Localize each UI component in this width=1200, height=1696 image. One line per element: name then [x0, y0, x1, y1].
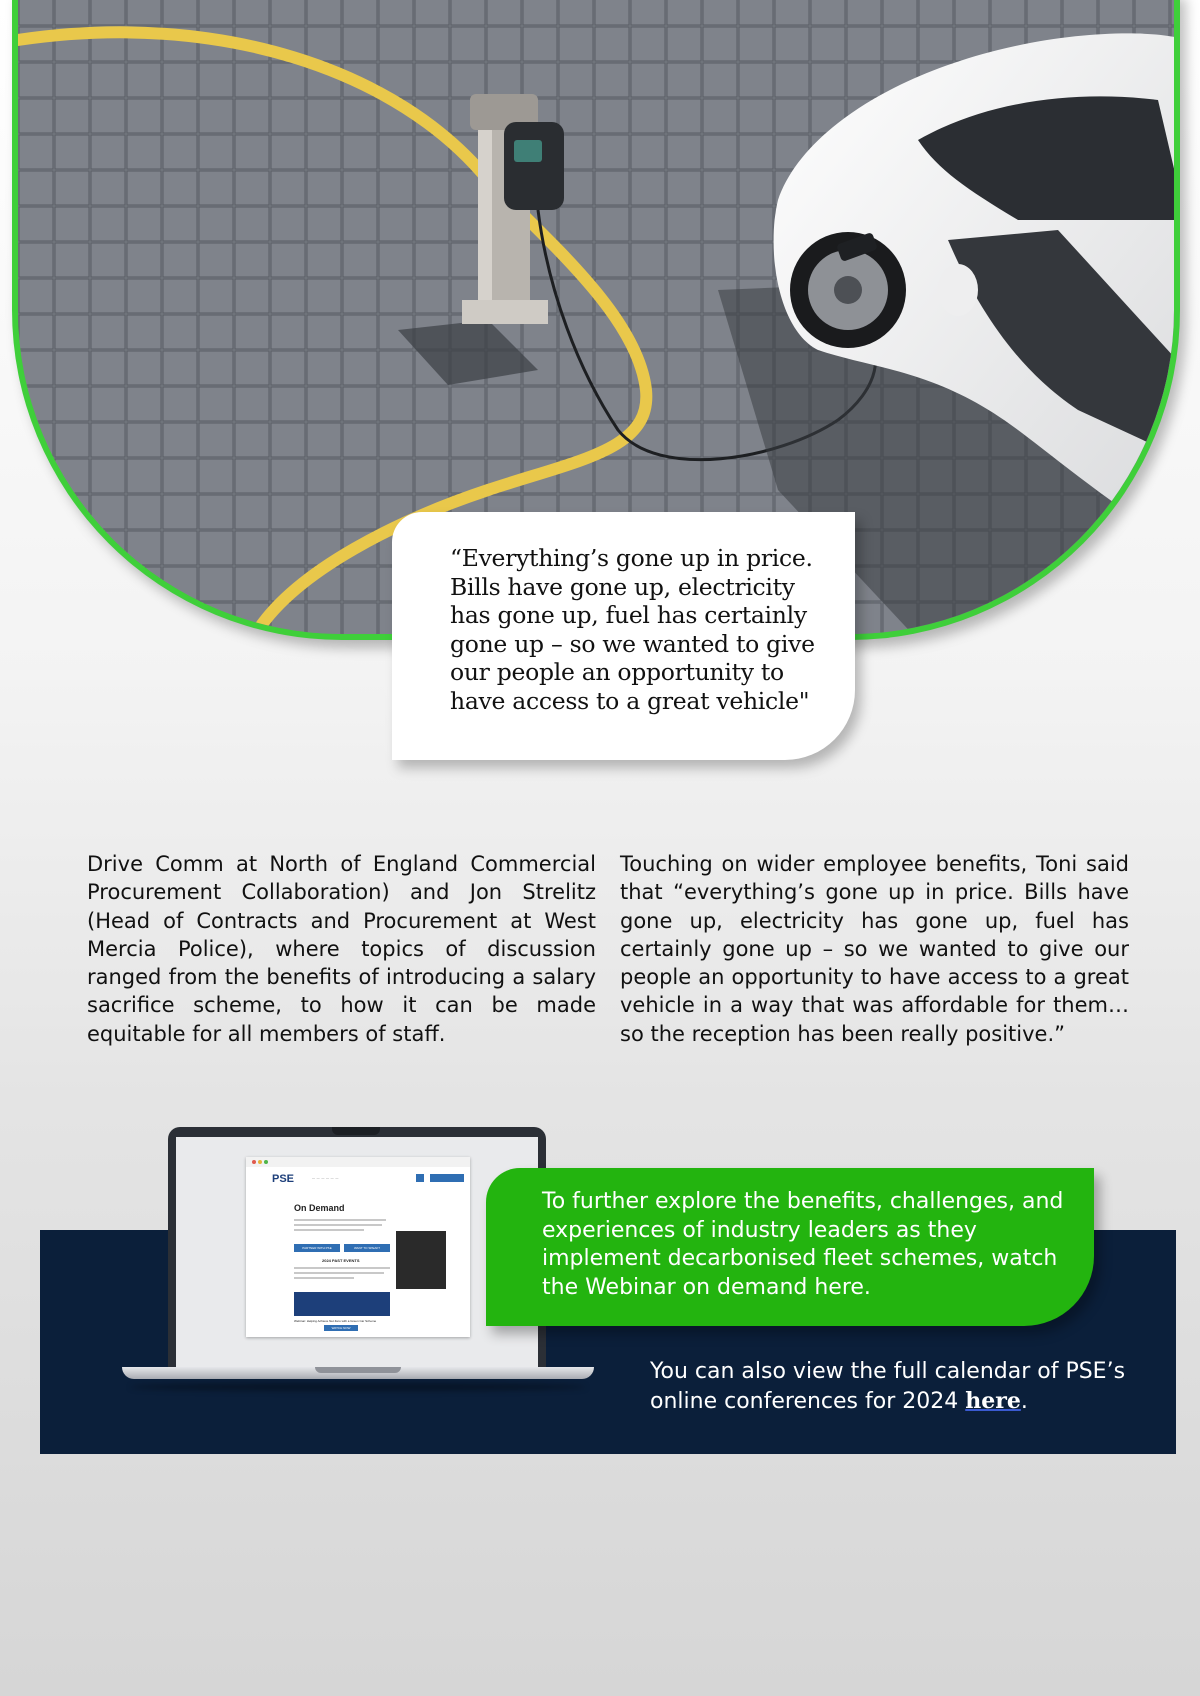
past-events-heading: 2024 PAST EVENTS — [322, 1258, 360, 1263]
article-right-column: Touching on wider employee benefits, Toni said that “everything’s gone up in price. Bills have gone up, electricity has gone up, fuel has certainly gone up – so we wanted to give our people an opportunity to have access to a great vehicle in a way that was affordable for them… so the reception has been really positive.” — [620, 852, 1129, 1046]
intro-line — [294, 1219, 386, 1221]
pull-quote-card — [392, 512, 855, 760]
laptop-base-notch — [315, 1367, 401, 1373]
webinar-caption: Webinar: Helping Achieve Net Zero with a Green Car Scheme — [294, 1319, 377, 1323]
events-line — [294, 1272, 384, 1274]
calendar-text-lead: You can also view the full calendar of PSE’s online conferences for 2024 — [650, 1359, 1126, 1414]
subscribe-button — [430, 1174, 464, 1182]
calendar-text-end: . — [1020, 1388, 1028, 1414]
watch-now-button: WATCH NOW — [324, 1325, 358, 1331]
minimize-dot-icon — [258, 1160, 262, 1164]
browser-bar — [246, 1157, 470, 1167]
intro-line — [294, 1229, 364, 1231]
webinar-banner — [294, 1292, 390, 1316]
partner-button: PARTNER WITH PSE — [294, 1244, 340, 1252]
maximize-dot-icon — [264, 1160, 268, 1164]
speak-button: WANT TO SPEAK? — [344, 1244, 390, 1252]
site-nav: — — — — — — — [312, 1176, 339, 1180]
calendar-text — [650, 1358, 1170, 1416]
pse-logo: PSE — [272, 1173, 295, 1185]
webinar-callout-text[interactable]: To further explore the benefits, challenges, and experiences of industry leaders as they implement decarbonised fleet schemes, watch the Webinar on demand here. — [542, 1189, 1064, 1300]
on-demand-page-preview — [246, 1157, 470, 1337]
article-left-column: Drive Comm at North of England Commercial Procurement Collaboration) and Jon Strelitz (Head of Contracts and Procurement at West Mercia Police), where topics of discussion ranged from the benefits of introducing a salary sacrifice scheme, to how it can be made equitable for all members of staff. — [87, 852, 596, 1046]
laptop-shadow — [130, 1383, 586, 1391]
search-button — [416, 1174, 424, 1182]
events-line — [294, 1277, 354, 1279]
calendar-link[interactable]: here — [965, 1387, 1021, 1414]
newsletter-panel — [396, 1231, 446, 1289]
laptop-screen — [176, 1137, 538, 1367]
webinar-callout[interactable] — [486, 1168, 1094, 1326]
close-dot-icon — [252, 1160, 256, 1164]
intro-line — [294, 1224, 382, 1226]
camera-notch — [332, 1127, 380, 1135]
events-line — [294, 1267, 390, 1269]
pull-quote-text: “Everything’s gone up in price. Bills have gone up, electricity has gone up, fuel has certainly gone up – so we wanted to give our people an opportunity to have access to a great vehicle" — [450, 544, 815, 715]
page-title: On Demand — [294, 1203, 345, 1213]
